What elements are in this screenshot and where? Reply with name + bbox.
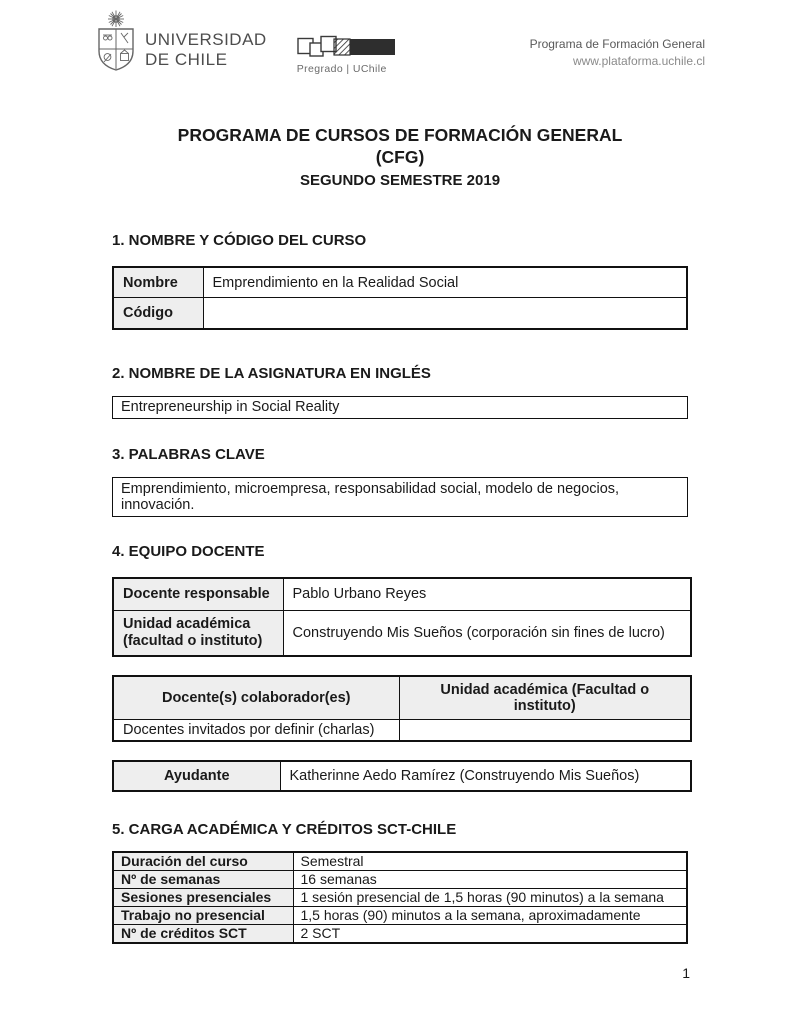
codigo-label: Código: [113, 298, 203, 329]
section5-heading: 5. CARGA ACADÉMICA Y CRÉDITOS SCT-CHILE: [112, 821, 457, 839]
letterhead-right: [530, 36, 705, 71]
university-name: [145, 30, 267, 70]
docente-responsable-label: Docente responsable: [113, 578, 283, 611]
table-row: [113, 888, 687, 906]
table-row: [113, 267, 687, 298]
docente-responsable-value: Pablo Urbano Reyes: [283, 578, 691, 611]
university-name-line2: DE CHILE: [145, 49, 228, 69]
sesiones-label: Sesiones presenciales: [113, 888, 293, 906]
table-row: [113, 870, 687, 888]
table-row: [113, 298, 687, 329]
academic-load-table: [112, 851, 688, 944]
page-number: 1: [682, 965, 690, 981]
colaborador-unidad-value: [399, 719, 691, 741]
table-row: [113, 611, 691, 656]
document-content: [0, 232, 800, 944]
unidad-academica-label: Unidad académica (facultad o instituto): [113, 611, 283, 656]
colaborador-header: Docente(s) colaborador(es): [113, 676, 399, 720]
ayudante-label: Ayudante: [113, 761, 280, 791]
unidad-header: Unidad académica (Facultad o instituto): [399, 676, 691, 720]
pregrado-logo-block: [297, 34, 397, 75]
english-name-box: Entrepreneurship in Social Reality: [112, 396, 688, 419]
codigo-value: [203, 298, 687, 329]
title-line1: PROGRAMA DE CURSOS DE FORMACIÓN GENERAL: [177, 125, 623, 145]
title-line2: (CFG): [375, 146, 425, 167]
table-row: [113, 761, 691, 791]
duracion-value: Semestral: [293, 852, 687, 870]
section4-heading: 4. EQUIPO DOCENTE: [112, 542, 265, 560]
creditos-value: 2 SCT: [293, 924, 687, 942]
semanas-value: 16 semanas: [293, 870, 687, 888]
sesiones-value: 1 sesión presencial de 1,5 horas (90 minutos) a la semana: [293, 888, 687, 906]
title-line3: SEGUNDO SEMESTRE 2019: [299, 171, 501, 189]
unidad-academica-value: Construyendo Mis Sueños (corporación sin fines de lucro): [283, 611, 691, 656]
table-row: [113, 719, 691, 741]
trabajo-value: 1,5 horas (90) minutos a la semana, aproximadamente: [293, 906, 687, 924]
document-title: [0, 125, 800, 189]
table-row: [113, 924, 687, 942]
letterhead: [0, 0, 800, 75]
trabajo-label: Trabajo no presencial: [113, 906, 293, 924]
table-header-row: [113, 676, 691, 720]
table-row: [113, 578, 691, 611]
section3-heading: 3. PALABRAS CLAVE: [112, 445, 265, 463]
creditos-label: Nº de créditos SCT: [113, 924, 293, 942]
nombre-value: Emprendimiento en la Realidad Social: [203, 267, 687, 298]
course-name-code-table: [112, 266, 688, 330]
table-row: [113, 852, 687, 870]
assistant-table: [112, 760, 692, 792]
colaborador-value: Docentes invitados por definir (charlas): [113, 719, 399, 741]
ayudante-value: Katherinne Aedo Ramírez (Construyendo Mis Sueños): [280, 761, 691, 791]
section2-heading: 2. NOMBRE DE LA ASIGNATURA EN INGLÉS: [112, 364, 431, 382]
nombre-label: Nombre: [113, 267, 203, 298]
responsible-teacher-table: [112, 577, 692, 657]
university-logo: [95, 10, 267, 72]
pregrado-uchile-logo-icon: [297, 34, 397, 60]
university-name-line1: UNIVERSIDAD: [145, 29, 267, 49]
semanas-label: Nº de semanas: [113, 870, 293, 888]
duracion-label: Duración del curso: [113, 852, 293, 870]
table-row: [113, 906, 687, 924]
website-url: www.plataforma.uchile.cl: [572, 54, 705, 69]
section1-heading: 1. NOMBRE Y CÓDIGO DEL CURSO: [112, 231, 367, 249]
keywords-box: Emprendimiento, microempresa, responsabilidad social, modelo de negocios, innovación.: [112, 477, 688, 517]
pregrado-caption: Pregrado | UChile: [296, 63, 387, 75]
collaborating-teachers-table: [112, 675, 692, 743]
program-name: Programa de Formación General: [529, 37, 705, 51]
universidad-de-chile-crest-icon: [95, 10, 137, 72]
